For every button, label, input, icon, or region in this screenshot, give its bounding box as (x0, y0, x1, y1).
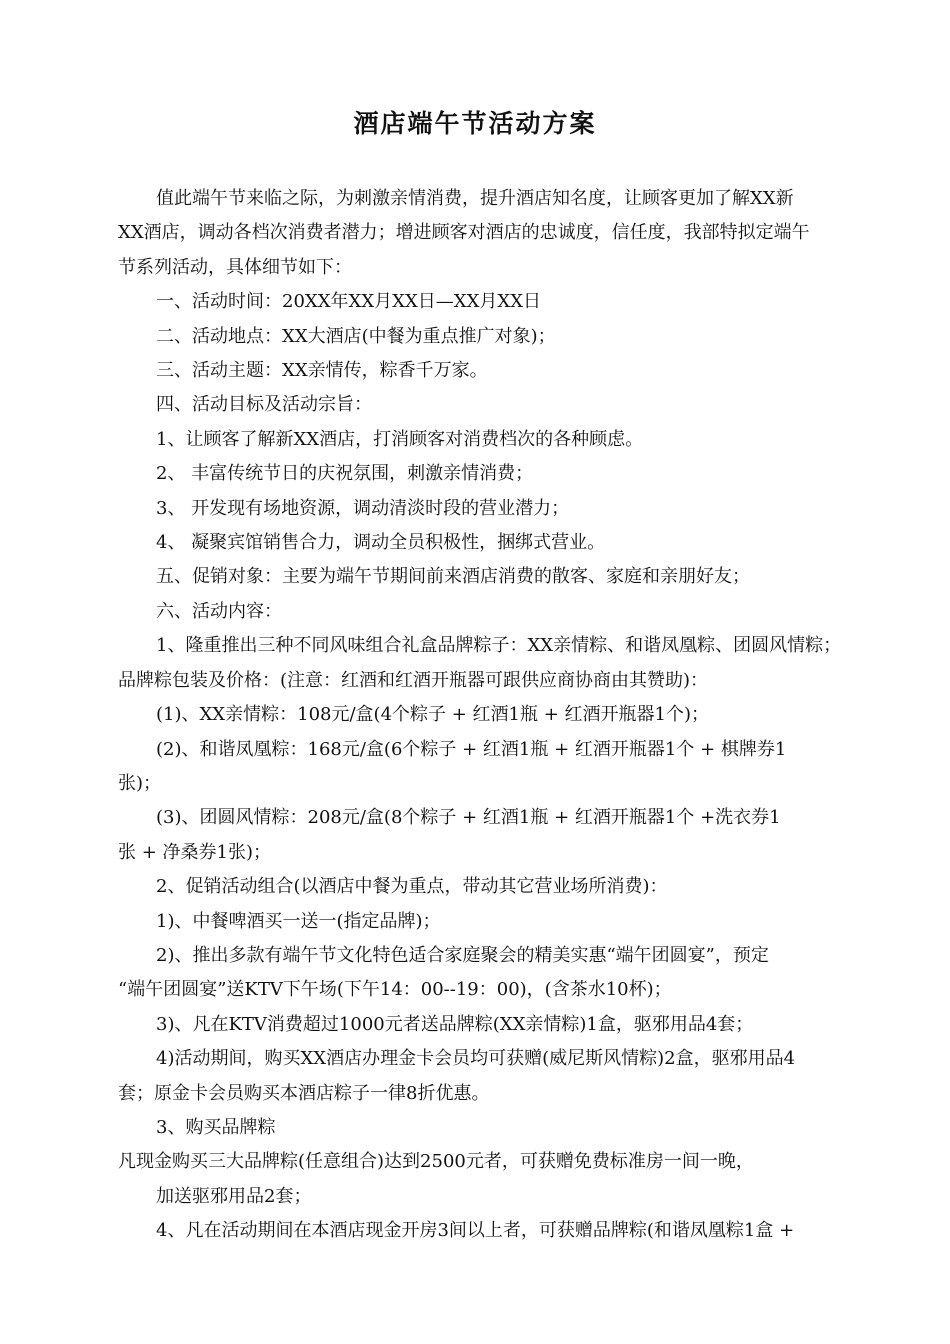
paragraph-line: 3、 开发现有场地资源，调动清淡时段的营业潜力； (156, 497, 570, 519)
paragraph-line: 二、活动地点：XX大酒店(中餐为重点推广对象)； (156, 325, 556, 347)
paragraph-line: 2、 丰富传统节日的庆祝氛围，刺激亲情消费； (156, 463, 534, 485)
paragraph-line: 张 + 净桑券1张)； (118, 841, 271, 863)
paragraph-line: 一、活动时间：20XX年XX月XX日—XX月XX日 (156, 291, 542, 313)
paragraph-line: 套；原金卡会员购买本酒店粽子一律8折优惠。 (118, 1082, 490, 1104)
paragraph-line: 四、活动目标及活动宗旨： (156, 394, 372, 416)
paragraph-line: 五、促销对象：主要为端午节期间前来酒店消费的散客、家庭和亲朋好友； (156, 566, 750, 588)
document-title: 酒店端午节活动方案 (353, 109, 597, 138)
paragraph-line: (2)、和谐凤凰粽：168元/盒(6个粽子 + 红酒1瓶 + 红酒开瓶器1个 + 棋牌券1 (156, 738, 787, 760)
document-body (118, 182, 842, 1249)
paragraph-line: 4)活动期间，购买XX酒店办理金卡会员均可获赠(威尼斯风情粽)2盒，驱邪用品4 (156, 1048, 796, 1070)
paragraph-line: (3)、团圆风情粽：208元/盒(8个粽子 + 红酒1瓶 + 红酒开瓶器1个 +洗衣券1 (156, 807, 781, 829)
paragraph-line: 4、凡在活动期间在本酒店现金开房3间以上者，可获赠品牌粽(和谐凤凰粽1盒 + (156, 1220, 795, 1242)
paragraph-line: 品牌粽包装及价格：(注意：红酒和红酒开瓶器可跟供应商协商由其赞助)： (118, 669, 709, 691)
paragraph-line: 2、促销活动组合(以酒店中餐为重点，带动其它营业场所消费)： (156, 876, 668, 898)
paragraph-line: 1、隆重推出三种不同风味组合礼盒品牌粽子：XX亲情粽、和谐凤凰粽、团圆风情粽； (156, 635, 842, 657)
paragraph-line: “端午团圆宴”送KTV下午场(下午14：00--19：00)，(含茶水10杯)； (118, 979, 672, 1001)
paragraph-line: 张)； (118, 772, 162, 794)
paragraph-line: (1)、XX亲情粽：108元/盒(4个粽子 + 红酒1瓶 + 红酒开瓶器1个)； (156, 704, 709, 726)
paragraph-line: 加送驱邪用品2套； (156, 1185, 312, 1207)
paragraph-line: XX酒店，调动各档次消费者潜力；增进顾客对酒店的忠诚度，信任度，我部特拟定端午 (118, 222, 810, 244)
paragraph-line: 值此端午节来临之际，为刺激亲情消费，提升酒店知名度，让顾客更加了解XX新 (156, 188, 794, 209)
paragraph-line: 1、让顾客了解新XX酒店，打消顾客对消费档次的各种顾虑。 (156, 428, 644, 450)
paragraph-line: 六、活动内容： (156, 600, 282, 622)
paragraph-line: 3)、凡在KTV消费超过1000元者送品牌粽(XX亲情粽)1盒，驱邪用品4套； (156, 1013, 754, 1035)
paragraph-line: 2)、推出多款有端午节文化特色适合家庭聚会的精美实惠“端午团圆宴”，预定 (156, 944, 769, 966)
paragraph-line: 1)、中餐啤酒买一送一(指定品牌)； (156, 910, 441, 932)
paragraph-line: 3、购买品牌粽 (156, 1116, 276, 1138)
paragraph-line: 三、活动主题：XX亲情传，粽香千万家。 (156, 360, 488, 382)
paragraph-line: 节系列活动，具体细节如下： (118, 256, 352, 278)
paragraph-line: 凡现金购买三大品牌粽(任意组合)达到2500元者，可获赠免费标准房一间一晚， (118, 1151, 754, 1173)
paragraph-line: 4、 凝聚宾馆销售合力，调动全员积极性，捆绑式营业。 (156, 532, 606, 554)
